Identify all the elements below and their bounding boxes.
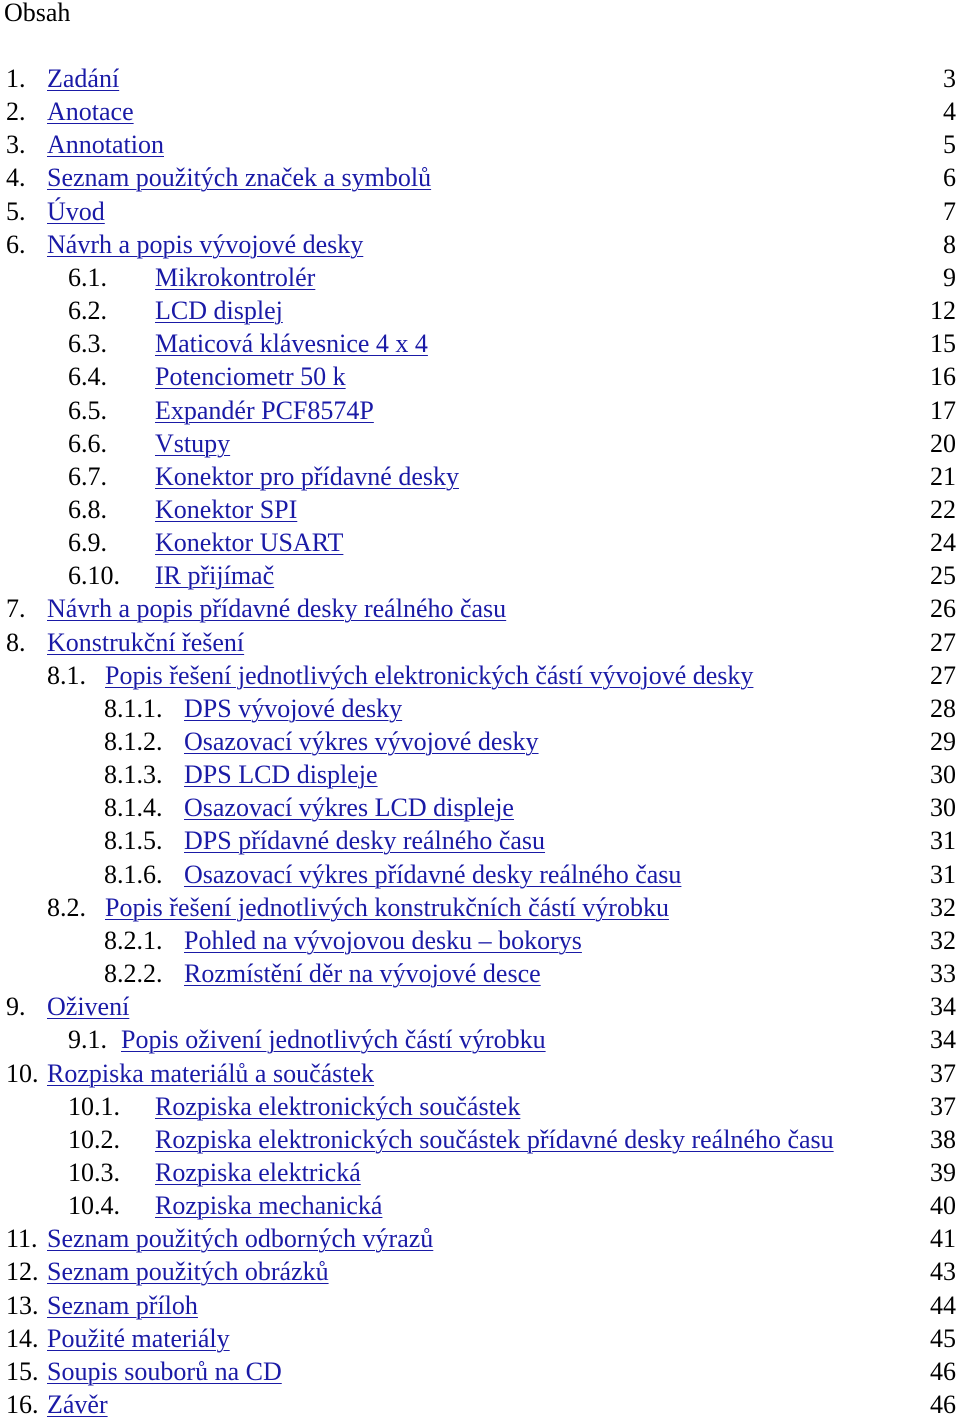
toc-entry-page-number: 17	[930, 395, 956, 425]
toc-entry-page-number: 22	[930, 494, 956, 524]
toc-entry-number: 12.	[6, 1257, 39, 1287]
toc-entry-number: 9.	[6, 992, 26, 1022]
toc-entry	[0, 559, 960, 592]
toc-entry	[0, 1322, 960, 1355]
toc-entry-page-number: 6	[943, 163, 956, 193]
toc-entry-link[interactable]: Konstrukční řešení	[47, 627, 245, 657]
toc-entry-link[interactable]: DPS LCD displeje	[184, 760, 378, 790]
toc-entry-number: 15.	[6, 1356, 39, 1386]
toc-entry-page-number: 27	[930, 660, 956, 690]
toc-entry-page-number: 5	[943, 130, 956, 160]
toc-entry-link[interactable]: Rozpiska mechanická	[155, 1191, 383, 1221]
toc-entry-link[interactable]: Anotace	[47, 97, 134, 127]
toc-entry	[0, 957, 960, 990]
toc-entry	[0, 791, 960, 824]
toc-entry-link[interactable]: Pohled na vývojovou desku – bokorys	[184, 925, 582, 955]
toc-entry-page-number: 12	[930, 296, 956, 326]
toc-entry-page-number: 43	[930, 1257, 956, 1287]
toc-entry	[0, 427, 960, 460]
toc-entry-number: 8.1.4.	[104, 793, 163, 823]
toc-entry-link[interactable]: Seznam použitých značek a symbolů	[47, 163, 432, 193]
toc-entry-page-number: 44	[930, 1290, 956, 1320]
toc-entry-number: 6.10.	[68, 561, 120, 591]
toc-entry-page-number: 32	[930, 892, 956, 922]
toc-entry-link[interactable]: Vstupy	[155, 428, 231, 458]
toc-entry	[0, 758, 960, 791]
toc-entry-page-number: 34	[930, 1025, 956, 1055]
toc-entry-link[interactable]: Annotation	[47, 130, 164, 160]
toc-entry-link[interactable]: Úvod	[47, 196, 105, 226]
toc-entry-link[interactable]: Popis řešení jednotlivých elektronických částí vývojové desky	[105, 660, 754, 690]
toc-entry-link[interactable]: Konektor SPI	[155, 494, 298, 524]
toc-entry-number: 8.1.5.	[104, 826, 163, 856]
toc-entry-number: 6.6.	[68, 428, 107, 458]
toc-entry	[0, 394, 960, 427]
toc-entry	[0, 95, 960, 128]
toc-entry-page-number: 25	[930, 561, 956, 591]
toc-entry	[0, 1355, 960, 1388]
toc-entry	[0, 1289, 960, 1322]
toc-entry-number: 6.2.	[68, 296, 107, 326]
toc-entry	[0, 493, 960, 526]
toc-entry-link[interactable]: Seznam použitých obrázků	[47, 1257, 329, 1287]
toc-entry-link[interactable]: Seznam příloh	[47, 1290, 198, 1320]
toc-entry-number: 8.1.6.	[104, 859, 163, 889]
toc-entry	[0, 1123, 960, 1156]
toc-entry-page-number: 37	[930, 1091, 956, 1121]
toc-entry-page-number: 3	[943, 64, 956, 93]
toc-entry-page-number: 29	[930, 727, 956, 756]
toc-entry	[0, 891, 960, 924]
toc-entry	[0, 62, 960, 95]
toc-entry	[0, 592, 960, 625]
toc-entry-page-number: 33	[930, 959, 956, 989]
toc-entry-number: 6.5.	[68, 395, 107, 425]
toc-entry-number: 14.	[6, 1323, 39, 1353]
toc-entry	[0, 294, 960, 327]
toc-entry-number: 3.	[6, 130, 26, 160]
toc-entry	[0, 228, 960, 261]
toc-entry-number: 6.4.	[68, 362, 107, 392]
toc-entry-page-number: 8	[943, 229, 956, 259]
toc-entry-link[interactable]: Potenciometr 50 k	[155, 362, 346, 392]
toc-entry-link[interactable]: DPS přídavné desky reálného času	[184, 826, 546, 856]
toc-entry	[0, 526, 960, 559]
toc-entry	[0, 161, 960, 194]
toc-entry-page-number: 30	[930, 793, 956, 823]
toc-entry-link[interactable]: LCD displej	[155, 296, 283, 326]
toc-entry-page-number: 30	[930, 760, 956, 790]
toc-entry	[0, 858, 960, 891]
toc-entry-page-number: 4	[943, 97, 956, 127]
toc-entry-number: 8.2.	[47, 892, 86, 922]
toc-entry-page-number: 46	[930, 1390, 956, 1419]
toc-entry-link[interactable]: Rozpiska materiálů a součástek	[47, 1058, 375, 1088]
toc-entry-page-number: 28	[930, 693, 956, 723]
toc-entry	[0, 1189, 960, 1222]
toc-entry-link[interactable]: Návrh a popis vývojové desky	[47, 229, 364, 259]
toc-entry-link[interactable]: Maticová klávesnice 4 x 4	[155, 329, 428, 359]
toc-entry	[0, 990, 960, 1023]
toc-entry-number: 8.1.2.	[104, 727, 163, 756]
toc-entry-link[interactable]: Konektor USART	[155, 528, 344, 558]
toc-entry	[0, 128, 960, 161]
toc-entry-page-number: 38	[930, 1124, 956, 1154]
toc-entry-page-number: 41	[930, 1224, 956, 1254]
toc-entry-page-number: 27	[930, 627, 956, 657]
toc-entry-link[interactable]: Seznam použitých odborných výrazů	[47, 1224, 434, 1254]
toc-entry-page-number: 40	[930, 1191, 956, 1221]
toc-entry-link[interactable]: Osazovací výkres LCD displeje	[184, 793, 514, 823]
toc-entry	[0, 659, 960, 692]
toc-entry-number: 10.	[6, 1058, 39, 1088]
toc-entry-page-number: 31	[930, 859, 956, 889]
toc-entry-number: 11.	[6, 1224, 38, 1254]
toc-entry-link[interactable]: Rozmístění děr na vývojové desce	[184, 959, 541, 989]
toc-entry-number: 10.1.	[68, 1091, 120, 1121]
toc-entry-number: 6.1.	[68, 262, 107, 292]
toc-entry-page-number: 24	[930, 528, 956, 558]
toc-entry-page-number: 37	[930, 1058, 956, 1088]
toc-entry-number: 8.1.	[47, 660, 86, 690]
toc-entry-number: 2.	[6, 97, 26, 127]
toc-entry-number: 8.1.3.	[104, 760, 163, 790]
toc-entry-page-number: 15	[930, 329, 956, 359]
toc-entry-number: 6.9.	[68, 528, 107, 558]
toc-entry	[0, 1222, 960, 1255]
toc-entry-page-number: 31	[930, 826, 956, 856]
toc-entry-number: 6.7.	[68, 461, 107, 491]
toc-entry	[0, 195, 960, 228]
toc-entry-number: 9.1.	[68, 1025, 107, 1055]
toc-entry-page-number: 16	[930, 362, 956, 392]
toc-entry-number: 10.3.	[68, 1157, 120, 1187]
toc-entry-page-number: 32	[930, 925, 956, 955]
toc-entry-link[interactable]: Použité materiály	[47, 1323, 230, 1353]
toc-entry-page-number: 34	[930, 992, 956, 1022]
toc-entry	[0, 360, 960, 393]
toc-entry	[0, 924, 960, 957]
toc-entry-number: 10.4.	[68, 1191, 120, 1221]
toc-entry-number: 10.2.	[68, 1124, 120, 1154]
toc-entry-number: 7.	[6, 594, 26, 624]
toc-entry-number: 6.3.	[68, 329, 107, 359]
toc-entry	[0, 1156, 960, 1189]
toc-entry-link[interactable]: Rozpiska elektronických součástek přídavné desky reálného času	[155, 1124, 834, 1154]
toc-entry	[0, 725, 960, 758]
toc-entry-page-number: 9	[943, 262, 956, 292]
toc-entry	[0, 824, 960, 857]
toc-entry-page-number: 7	[943, 196, 956, 226]
toc-entry-link[interactable]: Popis oživení jednotlivých částí výrobku	[121, 1025, 546, 1055]
toc-entry-link[interactable]: Soupis souborů na CD	[47, 1356, 282, 1386]
toc-entry-page-number: 39	[930, 1157, 956, 1187]
toc-entry	[0, 327, 960, 360]
toc-entry	[0, 1255, 960, 1288]
toc-entry-page-number: 20	[930, 428, 956, 458]
document-heading: Obsah	[4, 0, 71, 27]
toc-entry-link[interactable]: Oživení	[47, 992, 130, 1022]
toc-entry	[0, 1090, 960, 1123]
toc-entry-link[interactable]: Osazovací výkres přídavné desky reálného času	[184, 859, 682, 889]
toc-entry-number: 8.	[6, 627, 26, 657]
toc-entry-link[interactable]: Zadání	[47, 64, 120, 93]
toc-entry-link[interactable]: DPS vývojové desky	[184, 693, 403, 723]
toc-entry-link[interactable]: Rozpiska elektrická	[155, 1157, 361, 1187]
toc-entry-link[interactable]: Expandér PCF8574P	[155, 395, 374, 425]
toc-entry	[0, 1023, 960, 1056]
toc-entry-link[interactable]: IR přijímač	[155, 561, 275, 591]
toc-entry	[0, 1388, 960, 1421]
toc-entry-number: 8.1.1.	[104, 693, 163, 723]
toc-entry-number: 16.	[6, 1390, 39, 1419]
toc-entry-number: 4.	[6, 163, 26, 193]
toc-entry-page-number: 21	[930, 461, 956, 491]
toc-entry	[0, 692, 960, 725]
toc-entry-number: 6.	[6, 229, 26, 259]
toc-entry-page-number: 26	[930, 594, 956, 624]
toc-entry-page-number: 45	[930, 1323, 956, 1353]
toc-entry-link[interactable]: Mikrokontrolér	[155, 262, 316, 292]
toc-entry-link[interactable]: Rozpiska elektronických součástek	[155, 1091, 521, 1121]
toc-entry-page-number: 46	[930, 1356, 956, 1386]
toc-entry-number: 13.	[6, 1290, 39, 1320]
toc-entry	[0, 460, 960, 493]
toc-entry-link[interactable]: Závěr	[47, 1390, 108, 1419]
toc-entry-link[interactable]: Osazovací výkres vývojové desky	[184, 727, 539, 756]
toc-entry-number: 8.2.1.	[104, 925, 163, 955]
toc-entry	[0, 626, 960, 659]
toc-entry	[0, 1057, 960, 1090]
toc-entry-link[interactable]: Konektor pro přídavné desky	[155, 461, 459, 491]
toc-entry	[0, 261, 960, 294]
toc-entry-number: 8.2.2.	[104, 959, 163, 989]
toc-entry-link[interactable]: Popis řešení jednotlivých konstrukčních částí výrobku	[105, 892, 669, 922]
toc-entry-link[interactable]: Návrh a popis přídavné desky reálného času	[47, 594, 507, 624]
toc-entry-number: 1.	[6, 64, 26, 93]
toc-entry-number: 5.	[6, 196, 26, 226]
toc-entry-number: 6.8.	[68, 494, 107, 524]
